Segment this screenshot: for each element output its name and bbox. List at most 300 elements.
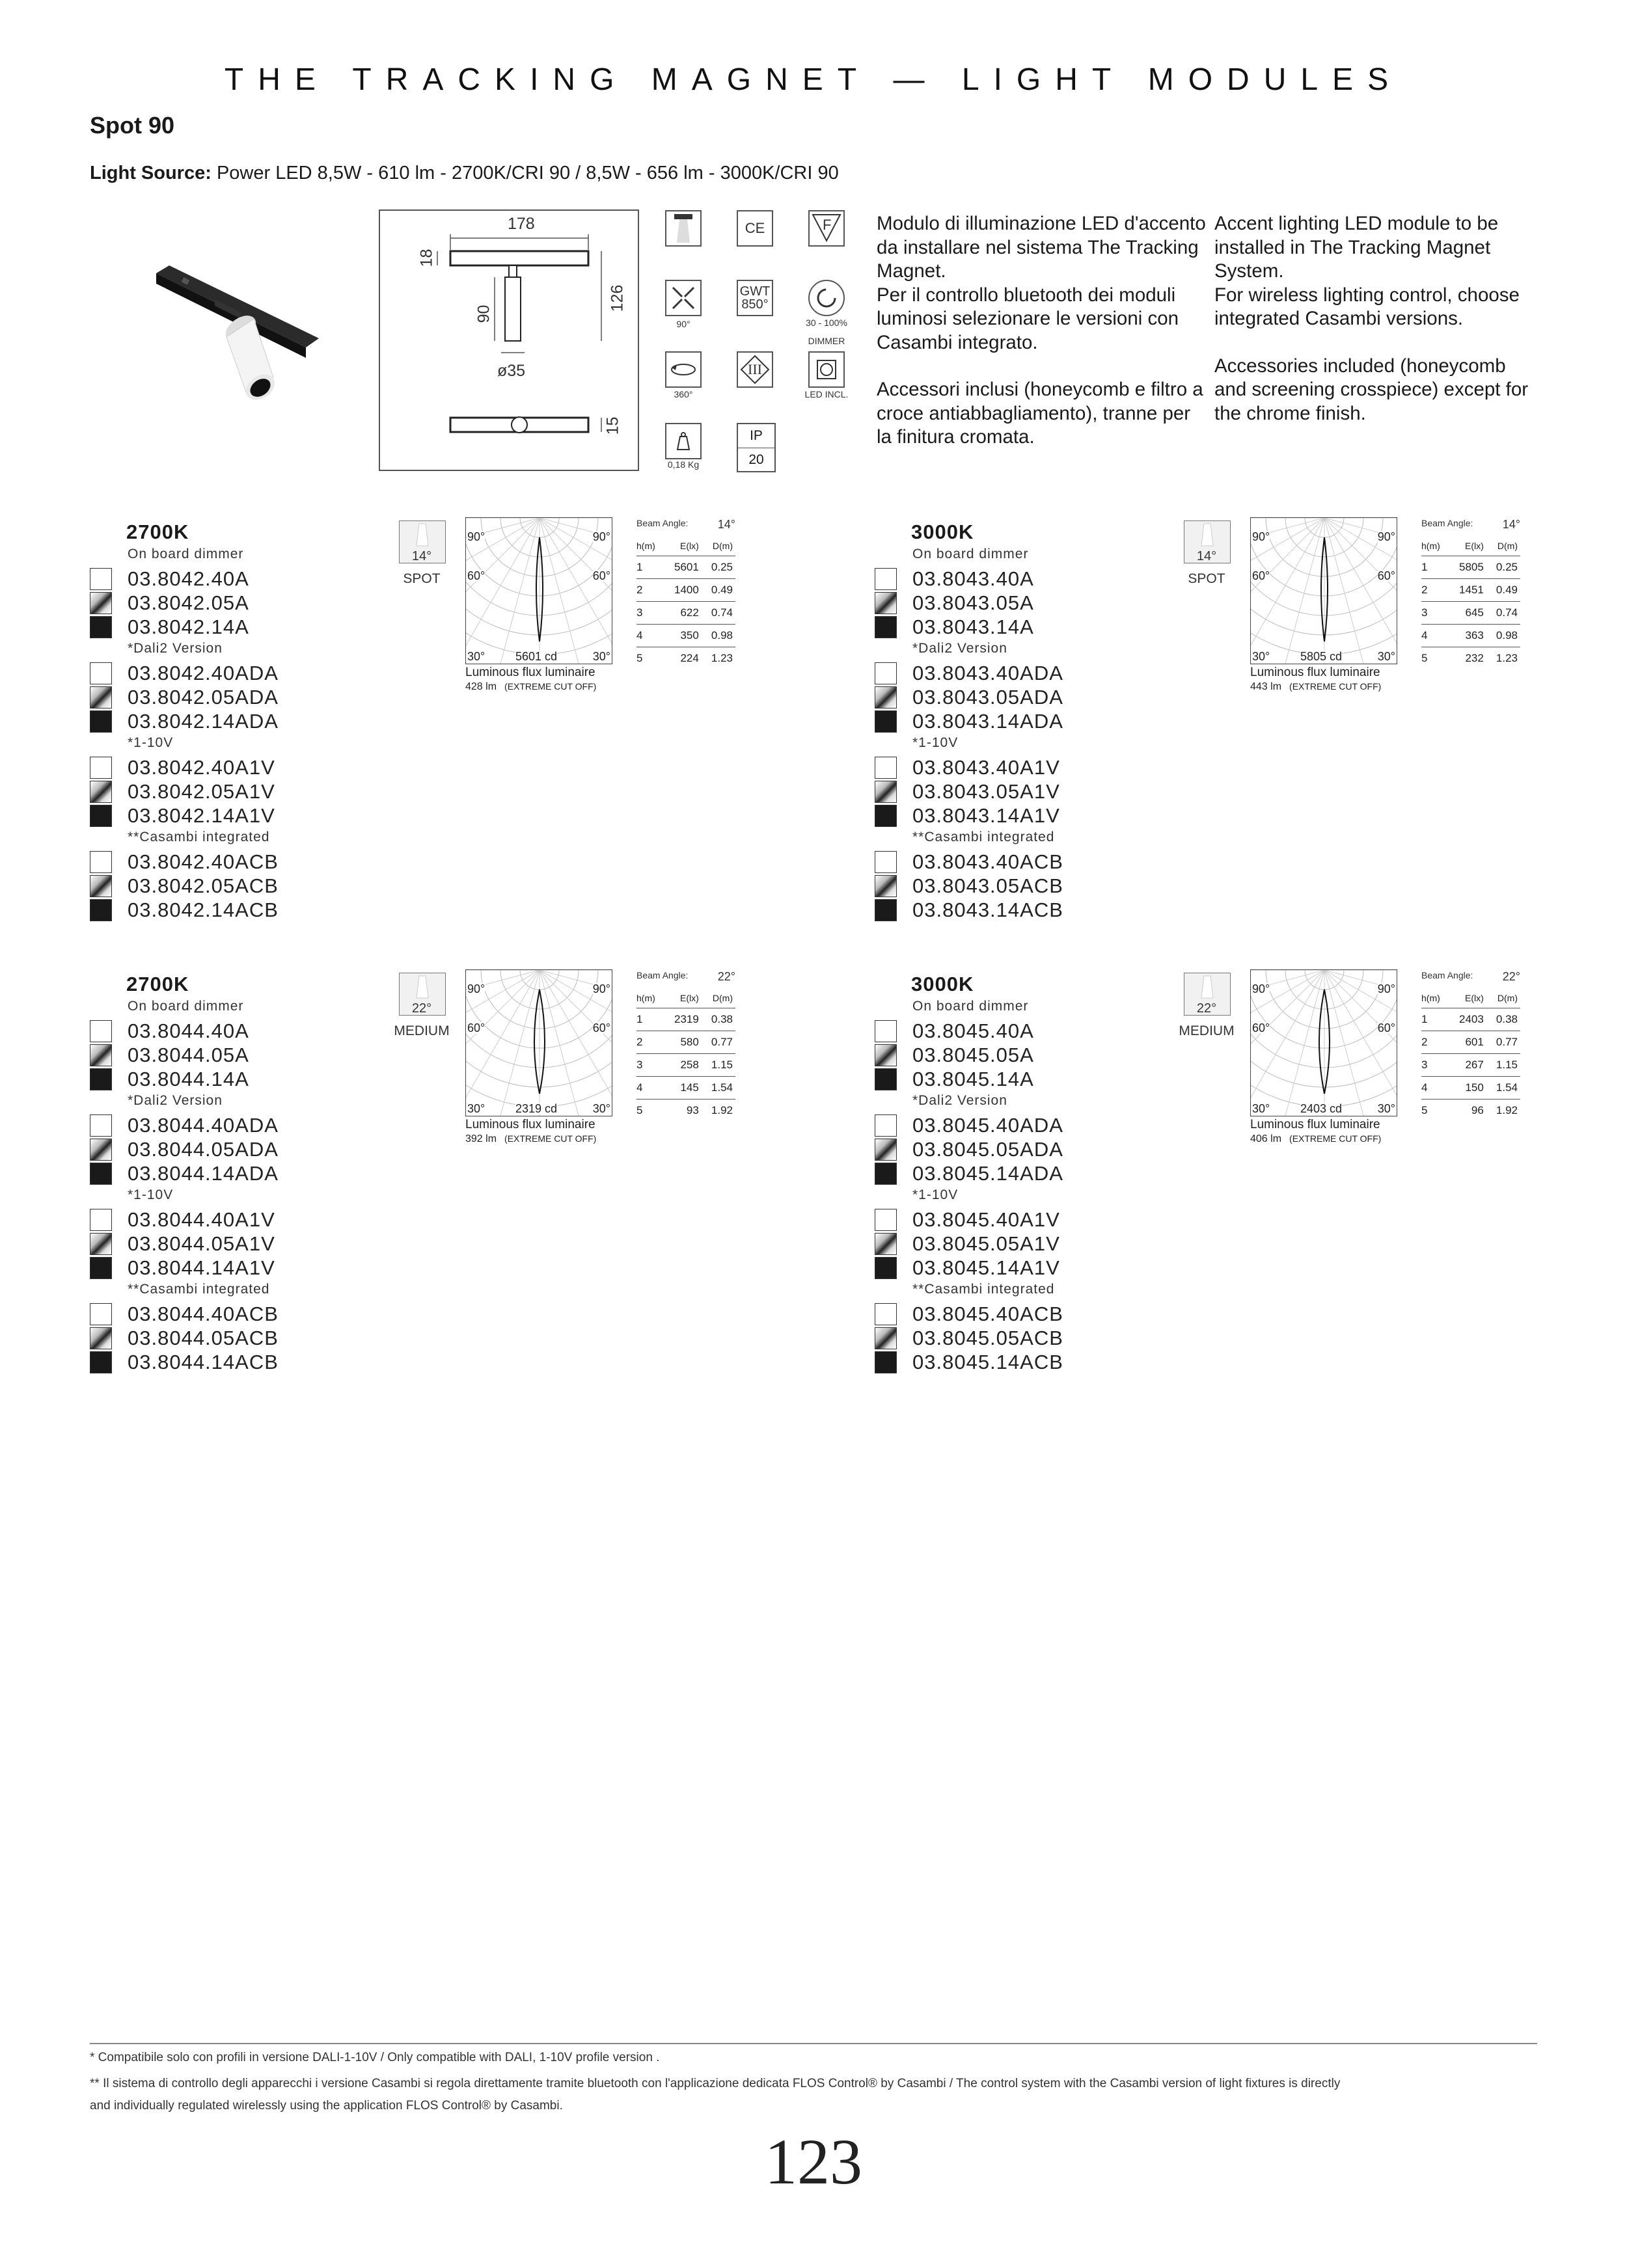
polar-angle-label: 90° <box>592 530 610 543</box>
product-code: 03.8045.14A1V <box>912 1256 1060 1279</box>
finish-swatch-black <box>875 899 897 921</box>
product-code: 03.8044.05ADA <box>128 1138 279 1161</box>
polar-angle-label: 60° <box>592 569 610 582</box>
product-code: 03.8042.14A1V <box>128 804 275 827</box>
flux-value <box>465 679 596 694</box>
description-it-p1b: Per il controllo bluetooth dei moduli luminosi selezionare le versioni con Casambi integrato. <box>877 284 1179 353</box>
table-row <box>636 579 735 602</box>
finish-swatch-white <box>90 568 112 590</box>
finish-swatch-black <box>875 1163 897 1185</box>
version-label: *1-10V <box>912 1187 959 1202</box>
product-code: 03.8045.05ADA <box>912 1138 1063 1161</box>
finish-swatch-black <box>90 710 112 733</box>
finish-swatch-chrome <box>90 1233 112 1255</box>
table-row <box>636 647 735 670</box>
flux-note: (EXTREME CUT OFF) <box>1289 1133 1382 1144</box>
polar-diagram <box>1250 517 1397 664</box>
finish-swatch-black <box>90 899 112 921</box>
beam-angle <box>1421 970 1520 984</box>
light-source-label: Light Source: <box>90 163 212 183</box>
rotation-caption: 360° <box>674 389 693 399</box>
polar-angle-label: 30° <box>1377 650 1395 663</box>
finish-swatch-chrome <box>90 875 112 897</box>
table-row <box>1421 1008 1520 1031</box>
table-header <box>636 988 735 1008</box>
beam-angle <box>636 970 735 984</box>
table-row <box>1421 1077 1520 1100</box>
table-row <box>636 1077 735 1100</box>
finish-swatch-black <box>90 805 112 827</box>
product-code: 03.8044.14A <box>128 1068 249 1090</box>
table-header-cell: D(m) <box>702 536 735 556</box>
table-row <box>636 625 735 647</box>
table-cell: 1 <box>636 556 664 579</box>
table-cell: 2403 <box>1449 1008 1486 1031</box>
color-temperature: 3000K <box>911 520 974 543</box>
weight-caption: 0,18 Kg <box>667 459 700 470</box>
polar-angle-label: 30° <box>1252 1102 1270 1115</box>
product-code: 03.8043.05ACB <box>912 874 1063 897</box>
version-label: **Casambi integrated <box>128 830 270 844</box>
flux-lm: 406 lm <box>1250 1133 1282 1144</box>
flux-lm: 443 lm <box>1250 681 1282 692</box>
table-cell: 645 <box>1449 602 1486 625</box>
table-header-cell: h(m) <box>636 988 664 1008</box>
product-code: 03.8043.40ADA <box>912 662 1063 684</box>
description-en-p1: Accent lighting LED module to be installed in The Tracking Magnet System. <box>1214 213 1499 282</box>
polar-candela: 5601 cd <box>515 650 558 663</box>
polar-angle-label: 60° <box>1252 1021 1270 1034</box>
beam-name: MEDIUM <box>1179 1023 1235 1038</box>
finish-swatch-chrome <box>875 1139 897 1161</box>
table-cell: 5601 <box>664 556 702 579</box>
version-label: *Dali2 Version <box>128 1093 223 1108</box>
beam-angle-label: Beam Angle: <box>1421 970 1473 980</box>
table-header-cell: D(m) <box>1486 536 1520 556</box>
ip-value: 20 <box>748 452 764 467</box>
table-cell: 4 <box>636 625 664 647</box>
table-cell: 5 <box>1421 652 1428 664</box>
product-code: 03.8044.05A1V <box>128 1232 275 1255</box>
polar-candela: 2403 cd <box>1300 1102 1343 1115</box>
product-code: 03.8045.14A <box>912 1068 1034 1090</box>
table-cell: 2 <box>1421 1031 1449 1054</box>
product-code: 03.8042.40ADA <box>128 662 279 684</box>
product-code: 03.8044.05ACB <box>128 1327 279 1349</box>
dim-body-height: 90 <box>474 304 493 323</box>
flux-note: (EXTREME CUT OFF) <box>1289 681 1382 692</box>
product-code: 03.8042.14A <box>128 615 249 638</box>
table-header-cell: E(lx) <box>664 536 702 556</box>
table-cell: 363 <box>1449 625 1486 647</box>
finish-swatch-white <box>875 1303 897 1325</box>
finish-swatch-chrome <box>875 592 897 614</box>
product-code: 03.8045.05A1V <box>912 1232 1060 1255</box>
flux-note: (EXTREME CUT OFF) <box>504 681 597 692</box>
table-cell: 96 <box>1471 1104 1484 1116</box>
table-header-cell: h(m) <box>1421 988 1449 1008</box>
description-it-p2: Accessori inclusi (honeycomb e filtro a croce antiabbagliamento), tranne per la finitura cromata. <box>877 379 1203 448</box>
beam-angle-value: 14° <box>717 518 735 531</box>
finish-swatch-white <box>875 1209 897 1231</box>
table-row <box>636 602 735 625</box>
table-cell: 1.23 <box>711 652 733 664</box>
description-it <box>877 212 1209 450</box>
finish-swatch-chrome <box>875 1044 897 1066</box>
table-cell: 0.49 <box>1486 579 1520 602</box>
finish-swatch-black <box>90 1351 112 1373</box>
finish-swatch-white <box>90 1209 112 1231</box>
flux-label: Luminous flux luminaire <box>465 666 595 679</box>
light-source <box>90 163 839 184</box>
table-cell: 1 <box>1421 556 1449 579</box>
finish-swatch-black <box>875 710 897 733</box>
table-cell: 0.77 <box>1486 1031 1520 1054</box>
product-code: 03.8044.40ADA <box>128 1114 279 1137</box>
table-cell: 5805 <box>1449 556 1486 579</box>
table-cell: 1.92 <box>711 1104 733 1116</box>
photometric-table <box>636 988 735 1122</box>
beam-cone-icon <box>1184 521 1230 547</box>
table-cell: 1 <box>636 1008 664 1031</box>
product-code: 03.8042.05ADA <box>128 686 279 709</box>
finish-swatch-chrome <box>90 781 112 803</box>
light-source-value: Power LED 8,5W - 610 lm - 2700K/CRI 90 / 8,5W - 656 lm - 3000K/CRI 90 <box>216 163 839 183</box>
table-row <box>1421 556 1520 579</box>
photometric-table <box>1421 536 1520 669</box>
table-cell: 4 <box>636 1077 664 1100</box>
product-code: 03.8044.40ACB <box>128 1303 279 1325</box>
ip-label: IP <box>738 424 774 448</box>
weight-icon <box>665 423 702 459</box>
beam-degree: 14° <box>1196 549 1217 563</box>
version-label: On board dimmer <box>912 999 1029 1014</box>
table-cell: 580 <box>664 1031 702 1054</box>
finish-swatch-chrome <box>875 686 897 709</box>
table-cell: 0.25 <box>1486 556 1520 579</box>
beam-cone-icon <box>400 973 445 999</box>
product-code: 03.8045.05A <box>912 1044 1034 1066</box>
dim-side-height: 15 <box>603 416 622 435</box>
flux-value <box>1250 1131 1381 1146</box>
photometric-table <box>636 536 735 669</box>
flux-value <box>1250 679 1381 694</box>
finish-swatch-white <box>875 568 897 590</box>
product-code: 03.8042.05A1V <box>128 780 275 803</box>
dim-diameter: ø35 <box>497 362 526 380</box>
table-header <box>636 536 735 556</box>
flux-label: Luminous flux luminaire <box>1250 666 1380 679</box>
flux-value <box>465 1131 596 1146</box>
finish-swatch-chrome <box>875 875 897 897</box>
finish-swatch-black <box>875 1068 897 1090</box>
finish-swatch-white <box>875 851 897 873</box>
finish-swatch-chrome <box>90 592 112 614</box>
table-header-cell: E(lx) <box>664 988 702 1008</box>
dim-total-height: 126 <box>608 284 627 312</box>
beam-angle-value: 14° <box>1502 518 1520 531</box>
footnote-2: ** Il sistema di controllo degli apparecchi i versione Casambi si regola direttamente tramite bluetooth con l'applicazione dedicata FLOS Control® by Casambi / The control system with the Casambi version of light fixtures is directly <box>90 2077 1341 2090</box>
class-iii-icon <box>737 351 773 388</box>
table-header-cell: h(m) <box>636 536 664 556</box>
product-code: 03.8045.40ADA <box>912 1114 1063 1137</box>
table-row <box>1421 602 1520 625</box>
f-mark-label: F <box>823 217 832 233</box>
polar-angle-label: 90° <box>1252 982 1270 995</box>
version-label: *1-10V <box>912 735 959 750</box>
polar-angle-label: 30° <box>467 1102 485 1115</box>
polar-angle-label: 60° <box>1377 1021 1395 1034</box>
table-cell: 3 <box>636 1054 664 1077</box>
beam-angle <box>1421 518 1520 532</box>
product-code: 03.8043.40ACB <box>912 850 1063 873</box>
table-row <box>636 1054 735 1077</box>
polar-angle-label: 90° <box>467 530 485 543</box>
table-header-cell: h(m) <box>1421 536 1449 556</box>
product-code: 03.8045.14ACB <box>912 1351 1063 1373</box>
description-it-p1: Modulo di illuminazione LED d'accento da installare nel sistema The Tracking Magnet. <box>877 213 1206 282</box>
flux-lm: 392 lm <box>465 1133 497 1144</box>
product-code: 03.8042.40A <box>128 567 249 590</box>
polar-angle-label: 90° <box>1377 982 1395 995</box>
version-label: *1-10V <box>128 735 174 750</box>
finish-swatch-white <box>875 1114 897 1137</box>
table-cell: 1.92 <box>1496 1104 1518 1116</box>
table-cell: 150 <box>1449 1077 1486 1100</box>
polar-angle-label: 30° <box>1252 650 1270 663</box>
polar-angle-label: 90° <box>1252 530 1270 543</box>
polar-diagram <box>465 517 612 664</box>
gwt-line2: 850° <box>741 297 769 312</box>
product-code: 03.8044.40A <box>128 1019 249 1042</box>
polar-angle-label: 60° <box>1377 569 1395 582</box>
table-row <box>1421 1100 1520 1122</box>
finish-swatch-white <box>90 851 112 873</box>
finish-swatch-chrome <box>875 1327 897 1349</box>
table-header <box>1421 536 1520 556</box>
finish-swatch-white <box>90 1114 112 1137</box>
product-code: 03.8043.05A1V <box>912 780 1060 803</box>
version-label: On board dimmer <box>912 547 1029 561</box>
ip-rating <box>737 423 776 472</box>
beam-angle-label: Beam Angle: <box>636 518 689 528</box>
finish-swatch-black <box>875 1351 897 1373</box>
page-number: 123 <box>765 2126 862 2198</box>
table-row <box>1421 1031 1520 1054</box>
flux-label: Luminous flux luminaire <box>465 1118 595 1131</box>
finish-swatch-black <box>875 805 897 827</box>
dimmer-icon <box>808 280 845 316</box>
table-cell: 1.15 <box>1486 1054 1520 1077</box>
product-code: 03.8045.40A1V <box>912 1208 1060 1231</box>
product-image <box>150 247 319 416</box>
product-code: 03.8044.14ACB <box>128 1351 279 1373</box>
polar-angle-label: 30° <box>592 1102 610 1115</box>
polar-angle-label: 60° <box>592 1021 610 1034</box>
version-label: **Casambi integrated <box>128 1282 270 1297</box>
finish-swatch-black <box>875 1257 897 1279</box>
table-header <box>1421 988 1520 1008</box>
table-cell: 0.77 <box>702 1031 735 1054</box>
product-code: 03.8042.05A <box>128 591 249 614</box>
table-cell: 224 <box>680 652 699 664</box>
table-cell: 4 <box>1421 1077 1449 1100</box>
product-code: 03.8043.05A <box>912 591 1034 614</box>
table-cell: 3 <box>1421 1054 1449 1077</box>
rotation-icon <box>665 351 702 388</box>
table-cell: 2319 <box>664 1008 702 1031</box>
table-cell: 1400 <box>664 579 702 602</box>
beam-name: SPOT <box>1188 571 1225 586</box>
product-code: 03.8043.14ACB <box>912 898 1063 921</box>
beam-cone-icon <box>400 521 445 547</box>
finish-swatch-black <box>875 616 897 638</box>
description-en-p1b: For wireless lighting control, choose integrated Casambi versions. <box>1214 284 1520 329</box>
product-code: 03.8042.40A1V <box>128 756 275 779</box>
table-cell: 3 <box>1421 602 1449 625</box>
polar-angle-label: 90° <box>467 982 485 995</box>
product-code: 03.8044.05A <box>128 1044 249 1066</box>
table-row <box>1421 625 1520 647</box>
color-temperature: 2700K <box>126 973 189 995</box>
table-cell: 1 <box>1421 1008 1449 1031</box>
table-cell: 350 <box>664 625 702 647</box>
table-cell: 1.54 <box>702 1077 735 1100</box>
gwt-line1: GWT <box>739 284 771 299</box>
finish-swatch-white <box>90 757 112 779</box>
version-label: *1-10V <box>128 1187 174 1202</box>
product-code: 03.8045.14ADA <box>912 1162 1063 1185</box>
product-code: 03.8043.14A1V <box>912 804 1060 827</box>
finish-swatch-white <box>90 1020 112 1042</box>
table-cell: 267 <box>1449 1054 1486 1077</box>
table-cell: 601 <box>1449 1031 1486 1054</box>
table-header-cell: E(lx) <box>1449 988 1486 1008</box>
polar-diagram <box>1250 969 1397 1116</box>
table-row <box>636 1100 735 1122</box>
photometric-table <box>1421 988 1520 1122</box>
product-code: 03.8043.40A1V <box>912 756 1060 779</box>
table-cell: 0.74 <box>702 602 735 625</box>
polar-angle-label: 90° <box>592 982 610 995</box>
finish-swatch-white <box>90 1303 112 1325</box>
product-code: 03.8043.14ADA <box>912 710 1063 733</box>
finish-swatch-black <box>90 616 112 638</box>
finish-swatch-chrome <box>90 1044 112 1066</box>
table-cell: 2 <box>636 579 664 602</box>
polar-angle-label: 60° <box>1252 569 1270 582</box>
polar-angle-label: 30° <box>592 650 610 663</box>
color-temperature: 2700K <box>126 520 189 543</box>
table-cell: 5 <box>636 1104 643 1116</box>
ce-mark-icon: CE <box>737 210 773 247</box>
table-cell: 0.98 <box>702 625 735 647</box>
product-code: 03.8044.40A1V <box>128 1208 275 1231</box>
footnote-1: * Compatibile solo con profili in versione DALI-1-10V / Only compatible with DALI, 1-10V profile version . <box>90 2051 660 2064</box>
beam-name: SPOT <box>403 571 441 586</box>
finish-swatch-chrome <box>90 686 112 709</box>
table-cell: 0.38 <box>702 1008 735 1031</box>
table-header-cell: D(m) <box>702 988 735 1008</box>
flux-lm: 428 lm <box>465 681 497 692</box>
dimmer-range: 30 - 100% <box>806 317 847 328</box>
dim-width: 178 <box>508 215 535 233</box>
table-cell: 1.23 <box>1496 652 1518 664</box>
footnote-3: and individually regulated wirelessly using the application FLOS Control® by Casambi. <box>90 2099 563 2113</box>
polar-angle-label: 60° <box>467 569 485 582</box>
table-cell: 4 <box>1421 625 1449 647</box>
table-cell: 622 <box>664 602 702 625</box>
product-code: 03.8042.14ADA <box>128 710 279 733</box>
table-cell: 3 <box>636 602 664 625</box>
table-cell: 0.74 <box>1486 602 1520 625</box>
beam-angle-value: 22° <box>717 970 735 983</box>
version-label: On board dimmer <box>128 999 244 1014</box>
product-code: 03.8045.40A <box>912 1019 1034 1042</box>
product-code: 03.8045.05ACB <box>912 1327 1063 1349</box>
table-cell: 93 <box>686 1104 699 1116</box>
table-header-cell: D(m) <box>1486 988 1520 1008</box>
beam-angle-label: Beam Angle: <box>1421 518 1473 528</box>
table-cell: 1.15 <box>702 1054 735 1077</box>
led-incl-icon <box>808 351 845 388</box>
color-temperature: 3000K <box>911 973 974 995</box>
polar-diagram <box>465 969 612 1116</box>
f-mark-icon <box>808 210 845 247</box>
version-label: *Dali2 Version <box>128 641 223 656</box>
table-cell: 258 <box>664 1054 702 1077</box>
table-cell: 2 <box>1421 579 1449 602</box>
product-code: 03.8043.05ADA <box>912 686 1063 709</box>
beam-angle <box>636 518 735 532</box>
dimension-drawing <box>379 209 639 471</box>
finish-swatch-white <box>875 1020 897 1042</box>
description-en-p2: Accessories included (honeycomb and screening crosspiece) except for the chrome finish. <box>1214 355 1529 424</box>
table-header-cell: E(lx) <box>1449 536 1486 556</box>
product-code: 03.8044.14A1V <box>128 1256 275 1279</box>
version-label: **Casambi integrated <box>912 830 1055 844</box>
finish-swatch-white <box>90 662 112 684</box>
adjustable-angle-icon <box>665 280 702 316</box>
polar-angle-label: 90° <box>1377 530 1395 543</box>
gwt-icon <box>737 280 773 316</box>
product-code: 03.8043.40A <box>912 567 1034 590</box>
table-row <box>636 1031 735 1054</box>
beam-angle-value: 22° <box>1502 970 1520 983</box>
table-cell: 1451 <box>1449 579 1486 602</box>
table-cell: 2 <box>636 1031 664 1054</box>
beam-degree: 22° <box>411 1001 432 1016</box>
beam-degree: 14° <box>411 549 432 563</box>
polar-angle-label: 60° <box>467 1021 485 1034</box>
product-code: 03.8042.05ACB <box>128 874 279 897</box>
table-cell: 0.25 <box>702 556 735 579</box>
version-label: **Casambi integrated <box>912 1282 1055 1297</box>
product-code: 03.8045.40ACB <box>912 1303 1063 1325</box>
dim-top-height: 18 <box>417 249 436 267</box>
table-row <box>636 556 735 579</box>
table-row <box>636 1008 735 1031</box>
finish-swatch-chrome <box>875 781 897 803</box>
table-cell: 145 <box>664 1077 702 1100</box>
finish-swatch-black <box>90 1163 112 1185</box>
version-label: *Dali2 Version <box>912 1093 1007 1108</box>
led-incl-caption: LED INCL. <box>804 389 849 399</box>
flux-label: Luminous flux luminaire <box>1250 1118 1380 1131</box>
beam-degree: 22° <box>1196 1001 1217 1016</box>
class-iii-label: III <box>748 361 762 377</box>
description-en <box>1214 212 1540 425</box>
